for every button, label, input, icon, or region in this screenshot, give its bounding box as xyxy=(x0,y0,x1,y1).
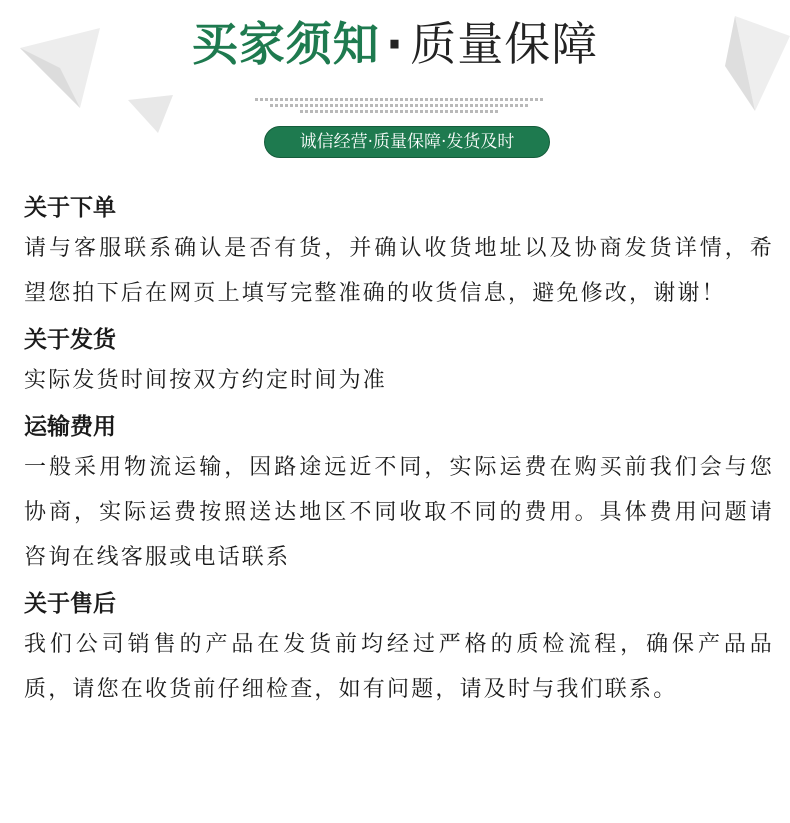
section-title: 关于发货 xyxy=(24,327,116,353)
section-title: 关于售后 xyxy=(24,591,116,617)
decorative-fine-print xyxy=(255,95,545,116)
notice-content xyxy=(24,190,774,718)
section-shipping xyxy=(24,322,774,403)
header xyxy=(0,0,790,180)
section-freight xyxy=(24,409,774,580)
section-after-sales xyxy=(24,586,774,712)
decorative-triangle-small xyxy=(128,95,178,135)
section-title: 运输费用 xyxy=(24,414,116,440)
section-body: 我们公司销售的产品在发货前均经过严格的质检流程，确保产品品质，请您在收货前仔细检查，如有问题，请及时与我们联系。 xyxy=(24,632,774,702)
slogan-badge: 诚信经营·质量保障·发货及时 xyxy=(264,126,550,158)
section-ordering xyxy=(24,190,774,316)
title-primary: 买家须知 xyxy=(191,17,380,71)
title-secondary: 质量保障 xyxy=(410,17,599,71)
page-title xyxy=(0,14,790,74)
section-body: 一般采用物流运输，因路途远近不同，实际运费在购买前我们会与您协商，实际运费按照送达地区不同收取不同的费用。具体费用问题请咨询在线客服或电话联系 xyxy=(24,455,774,570)
section-body: 实际发货时间按双方约定时间为准 xyxy=(24,368,388,393)
title-separator: · xyxy=(385,17,405,71)
section-body: 请与客服联系确认是否有货，并确认收货地址以及协商发货详情，希望您拍下后在网页上填写完整准确的收货信息，避免修改，谢谢！ xyxy=(24,236,774,306)
section-title: 关于下单 xyxy=(24,195,116,221)
